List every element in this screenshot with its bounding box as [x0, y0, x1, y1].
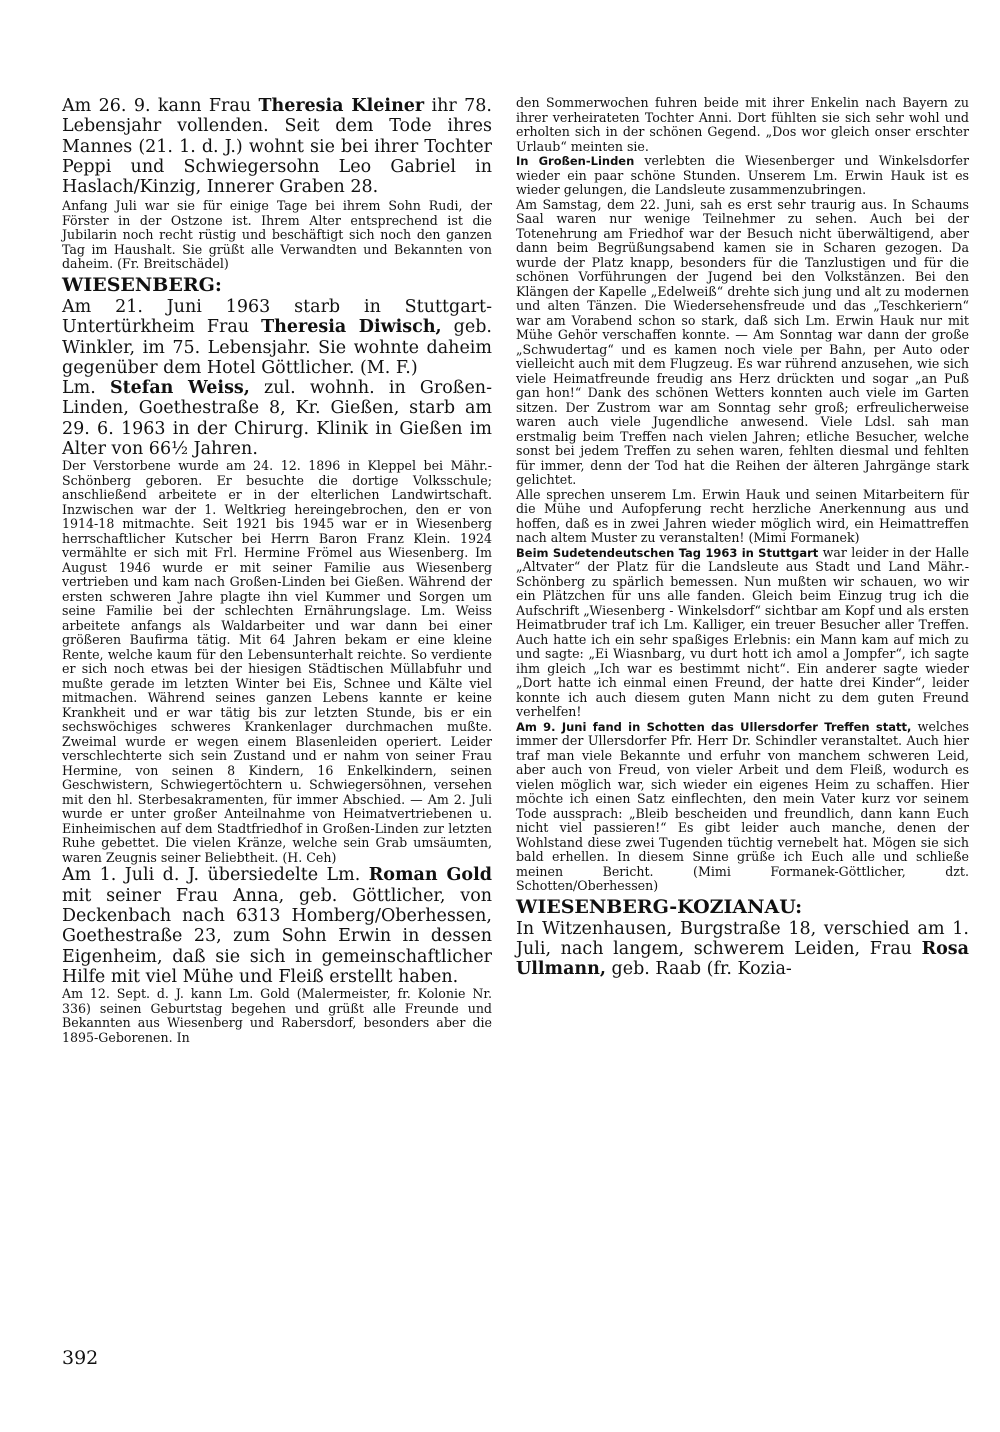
paragraph-summer: den Sommerwochen fuhren beide mit ihrer Enkelin nach Bayern zu ihrer verheirateten Tochter Anni. Dort fühlten sie sich sehr wohl und erholten sich in der schönen Gegend. „Dos wor gleich onser erschter Urlaub“ meinten sie.	[516, 95, 969, 154]
paragraph-ullmann: In Witzenhausen, Burgstraße 18, verschied am 1. Juli, nach langem, schwerem Leiden, Frau Rosa Ullmann, geb. Raab (fr. Kozia-	[516, 918, 969, 980]
right-column	[516, 96, 969, 979]
paragraph-gold: Am 1. Juli d. J. übersiedelte Lm. Roman Gold mit seiner Frau Anna, geb. Göttlicher, von Deckenbach nach 6313 Homberg/Oberhessen, Goethestraße 23, zum Sohn Erwin in dessen Eigenheim, daß sie sich in gemeinschaftlicher Hilfe mit viel Mühe und Fleiß erstellt haben.	[62, 865, 492, 987]
paragraph-diwisch: Am 21. Juni 1963 starb in Stuttgart-Untertürkheim Frau Theresia Diwisch, geb. Winkler, im 75. Lebensjahr. Sie wohnte daheim gegenüber dem Hotel Göttlicher. (M. F.)	[62, 296, 492, 378]
left-column	[62, 96, 492, 1045]
paragraph-thanks: Alle sprechen unserem Lm. Erwin Hauk und seinen Mitarbeitern für die Mühe und Aufopferung recht herzliche Anerkennung aus und hoffen, daß es in zwei Jahren wieder möglich wird, ein Heimattreffen nach altem Muster zu veranstalten! (Mimi Formanek)	[516, 486, 969, 545]
paragraph-kleiner-detail: Anfang Juli war sie für einige Tage bei ihrem Sohn Rudi, der Förster in der Ostzone ist. Ihrem Alter entsprechend ist die Jubilarin noch recht rüstig und beschäftigt sich noch den ganzen Tag im Haushalt. Sie grüßt alle Verwandten und Bekannten von daheim. (Fr. Breitschädel)	[62, 198, 492, 272]
paragraph-gold-birthday: Am 12. Sept. d. J. kann Lm. Gold (Malermeister, fr. Kolonie Nr. 336) seinen Geburtstag begehen und grüßt alle Freunde und Bekannten aus Wiesenberg und Rabersdorf, besonders aber die 1895-Geborenen. In	[62, 986, 492, 1045]
heading-wiesenberg: WIESENBERG:	[62, 273, 222, 296]
paragraph-weiss: Lm. Stefan Weiss, zul. wohnh. in Großen-Linden, Goethestraße 8, Kr. Gießen, starb am 29. 6. 1963 in der Chirurg. Klinik in Gießen im Alter von 66½ Jahren.	[62, 378, 492, 460]
paragraph-grossen-linden: In Großen-Linden verlebten die Wiesenberger und Winkelsdorfer wieder ein paar schöne Stunden. Unserem Lm. Erwin Hauk ist es wieder gelungen, die Landsleute zusammenzubringen.	[516, 153, 970, 197]
paragraph-kleiner: Am 26. 9. kann Frau Theresia Kleiner ihr 78. Lebensjahr vollenden. Seit dem Tode ihres Mannes (21. 1. d. J.) wohnt sie bei ihrer Tochter Peppi und Schwiegersohn Leo Gabriel in Haslach/Kinzig, Innerer Graben 28.	[62, 96, 492, 198]
heading-wiesenberg-kozianau: WIESENBERG-KOZIANAU:	[516, 895, 803, 918]
paragraph-sudetendeutscher-tag: Beim Sudetendeutschen Tag 1963 in Stuttgart war leider in der Halle „Altvater“ der Platz für die Landsleute aus Stadt und Land Mähr.-Schönberg zu spärlich bemessen. Nun mußten wir schauen, wo wir ein Plätzchen für uns alle fanden. Gleich beim Einzug trug ich die Aufschrift „Wiesenberg - Winkelsdorf“ sichtbar am Kopf und als ersten Heimatbruder traf ich Lm. Kalliger, ein treuer Besucher aller Treffen. Auch hatte ich ein sehr spaßiges Erlebnis: ein Mann kam auf mich zu und sagte: „Ei Wiasnbarg, vu durt hott ich amol a Jompfer“, ich sagte ihm gleich „Ich war es bestimmt nicht“. Ein anderer sagte wieder „Dort hatte ich einmal einen Freund, der hatte drei Kinder“, leider konnte ich auch diesem guten Mann nicht zu dem guten Freund verhelfen!	[516, 544, 969, 719]
paragraph-ullersdorfer: Am 9. Juni fand in Schotten das Ullersdorfer Treffen statt, welches immer der Ullersdorfer Pfr. Herr Dr. Schindler veranstaltet. Auch hier traf man viele Bekannte und erfuhr von manchem schweren Leid, aber auch von Freud, von vieler Arbeit und dem Fleiß, wodurch es vielen möglich war, sich wieder ein eigenes Heim zu schaffen. Hier möchte ich einen Satz einflechten, den mein Vater kurz vor seinem Tode aussprach: „Bleib bescheiden und freundlich, dann kann Euch nicht viel passieren!“ Es gibt leider auch manche, denen der Wohlstand diese zwei Tugenden tüchtig vernebelt hat. Mögen sie sich bald erhellen. In diesem Sinne grüße ich Euch alle und schließe meinen Bericht. (Mimi Formanek-Göttlicher, dzt. Schotten/Oberhessen)	[516, 718, 969, 893]
page-number: 392	[62, 1347, 99, 1369]
paragraph-treffen: Am Samstag, dem 22. Juni, sah es erst sehr traurig aus. In Schaums Saal waren nur wenige Teilnehmer zu sehen. Auch bei der Totenehrung am Friedhof war der Besuch nicht überwältigend, aber dann beim Begrüßungsabend kamen sie in Scharen gezogen. Da wurde der Platz knapp, besonders für die Tanzlustigen und für die schönen Vorführungen der Jugend bei den Volkstänzen. Bei den Klängen der Kapelle „Edelweiß“ drehte sich jung und alt zu modernen und alten Tänzen. Die Wiedersehensfreude und das „Teschkeriern“ war am Vorabend schon so stark, daß sich Lm. Erwin Hauk nur mit Mühe Gehör verschaffen konnte. — Am Sonntag war dann der große „Schwudertag“ und es kamen noch viele per Bahn, per Auto oder vielleicht auch mit dem Flugzeug. Es war rührend anzusehen, wie sich viele Heimatfreunde freudig ans Herz drückten und sogar „an Puß gan hon!“ Dank des schönen Wetters konnten auch viele im Garten sitzen. Der Zustrom war am Sonntag sehr groß; erfreulicherweise waren auch viele Jugendliche anwesend. Viele Ldsl. sah man erstmalig beim Treffen nach vielen Jahren; etliche Besucher, welche sonst bei jedem Treffen zu sehen waren, fehlten diesmal und fehlten für immer, denn der Tod hat die Reihen der älteren Jahrgänge stark gelichtet.	[516, 196, 969, 487]
paragraph-weiss-obituary: Der Verstorbene wurde am 24. 12. 1896 in Kleppel bei Mähr.-Schönberg geboren. Er besuchte die dortige Volksschule; anschließend arbeitete er in der elterlichen Landwirtschaft. Inzwischen war der 1. Weltkrieg hereingebrochen, den er von 1914-18 mitmachte. Seit 1921 bis 1945 war er in Wiesenberg herrschaftlicher Kutscher bei Herrn Baron Franz Klein. 1924 vermählte er sich mit Frl. Hermine Frömel aus Wiesenberg. Im August 1946 wurde er mit seiner Familie aus Wiesenberg vertrieben und kam nach Großen-Linden bei Gießen. Während der ersten schweren Jahre plagte ihn viel Kummer und Sorgen um seine Familie bei der schlechten Ernährungslage. Lm. Weiss arbeitete anfangs als Waldarbeiter und war dann bei einer größeren Baufirma tätig. Mit 64 Jahren bekam er eine kleine Rente, welche kaum für den Lebensunterhalt reichte. So verdiente er sich noch etwas bei der hiesigen Städtischen Müllabfuhr und mußte gerade im letzten Winter bei Eis, Schnee und Kälte viel mitmachen. Während seines ganzen Lebens kannte er keine Krankheit und er war tätig bis zur letzten Stunde, bis er ein sechswöchiges schweres Krankenlager durchmachen mußte. Zweimal wurde er wegen einem Blasenleiden operiert. Leider verschlechterte sich sein Zustand und er nahm von seiner Frau Hermine, von seinen 8 Kindern, 16 Enkelkindern, seinen Geschwistern, Schwiegertöchtern u. Schwiegersöhnen, versehen mit den hl. Sterbesakramenten, für immer Abschied. — Am 2. Juli wurde er unter großer Anteilnahme von Heimatvertriebenen u. Einheimischen auf dem Stadtfriedhof in Großen-Linden zur letzten Ruhe gebettet. Die vielen Kränze, welche sein Grab umsäumten, waren Zeugnis seiner Beliebtheit. (H. Ceh)	[62, 458, 492, 865]
